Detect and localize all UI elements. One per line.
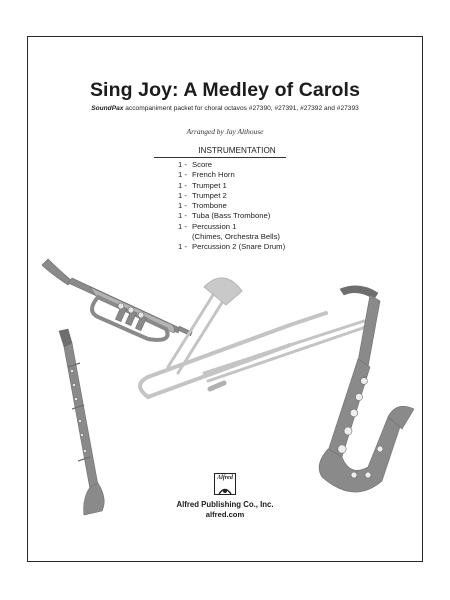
subtitle-brand: SoundPax (91, 105, 124, 112)
instrumentation-list (178, 160, 285, 253)
item-count: 1 - (178, 211, 187, 221)
trombone-icon (140, 278, 367, 397)
list-item-continuation (178, 232, 285, 242)
item-name: Score (192, 160, 213, 169)
list-item (178, 170, 285, 180)
list-item (178, 191, 285, 201)
item-name: Trumpet 2 (192, 190, 227, 200)
list-item (178, 181, 285, 191)
item-name: Tuba (Bass Trombone) (192, 211, 271, 221)
list-item (178, 211, 285, 221)
item-count: 1 - (178, 180, 187, 190)
instrumentation-heading: INSTRUMENTATION (198, 146, 276, 155)
alfred-logo (214, 473, 236, 495)
trumpet-icon (42, 259, 192, 340)
item-count: 1 - (178, 242, 187, 252)
item-count: 1 - (178, 170, 187, 180)
item-count: 1 - (178, 221, 187, 231)
item-name: Percussion 2 (Snare Drum) (192, 242, 286, 252)
subtitle (28, 105, 422, 112)
item-name: (Chimes, Orchestra Bells) (192, 232, 280, 242)
page-title: Sing Joy: A Medley of Carols (89, 79, 361, 101)
logo-wordmark: Alfred (217, 475, 233, 481)
clarinet-icon (59, 329, 104, 515)
publisher-name: Alfred Publishing Co., Inc. (176, 500, 274, 509)
arranger-credit: Arranged by Jay Althouse (186, 127, 264, 136)
publisher-website[interactable]: alfred.com (205, 510, 245, 519)
instrumentation-divider (154, 157, 286, 158)
cover-page (27, 36, 423, 562)
list-item (178, 222, 285, 232)
item-name: Trombone (192, 201, 227, 211)
list-item (178, 201, 285, 211)
item-name: Percussion 1 (192, 221, 237, 231)
item-name: Trumpet 1 (192, 180, 227, 190)
list-item (178, 242, 285, 252)
item-count: 1 - (178, 190, 187, 200)
item-count: 1 - (178, 160, 187, 169)
item-count: 1 - (178, 201, 187, 211)
saxophone-icon (319, 286, 414, 492)
item-name: French Horn (192, 170, 235, 180)
logo-emblem-icon (215, 483, 235, 495)
subtitle-text: accompaniment packet for choral octavos #27390, #27391, #27392 and #27393 (123, 105, 359, 112)
list-item (178, 160, 285, 170)
